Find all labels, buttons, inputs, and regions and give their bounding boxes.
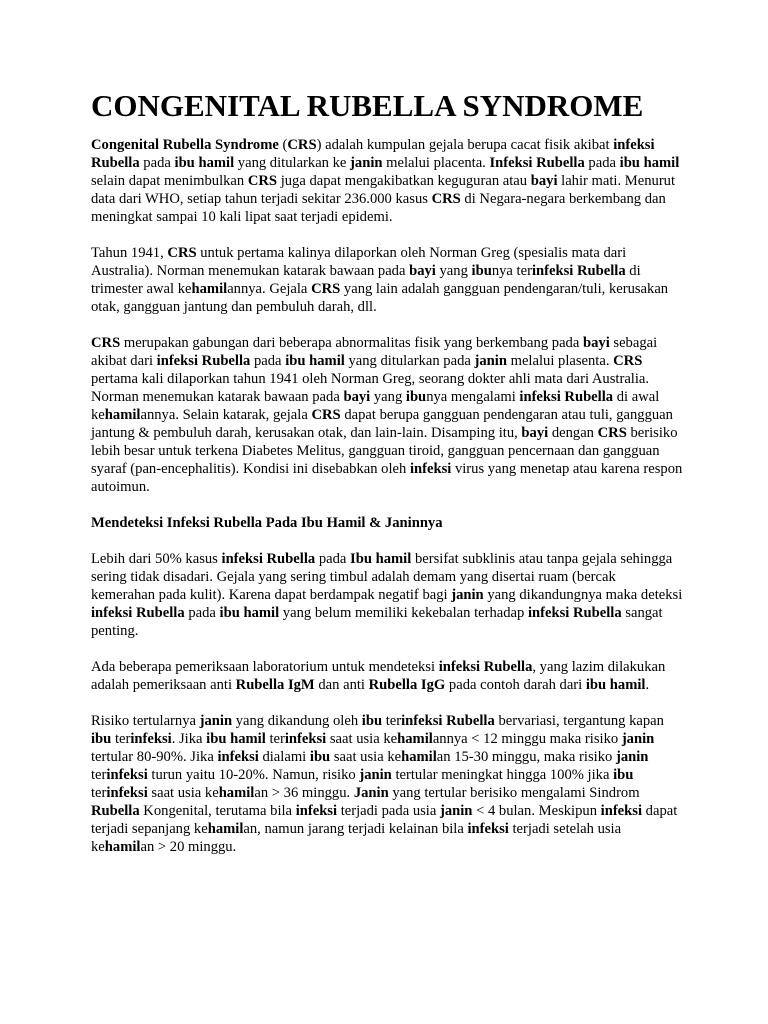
text-run: ter bbox=[91, 785, 107, 801]
bold-term: ibu hamil bbox=[174, 155, 235, 171]
text-run: sangat penting. bbox=[91, 605, 663, 639]
text-run: pada bbox=[250, 353, 286, 369]
bold-term: Janin bbox=[353, 785, 389, 801]
bold-term: janin bbox=[615, 749, 649, 765]
bold-term: ibu bbox=[405, 389, 427, 405]
bold-term: infeksi Rubella bbox=[527, 605, 622, 621]
text-run: sebagai akibat dari bbox=[91, 335, 658, 369]
paragraph-detection bbox=[91, 550, 683, 640]
bold-term: janin bbox=[451, 587, 484, 603]
text-run: pertama kali dilaporkan tahun 1941 oleh Norman Greg, seorang dokter ahli mata dari Australia. Norman menemukan katarak bawaan pada bbox=[91, 371, 650, 405]
text-run: Tahun 1941, bbox=[91, 245, 168, 261]
bold-term: janin bbox=[621, 731, 655, 747]
text-run: an 15-30 minggu, maka risiko bbox=[436, 749, 616, 765]
bold-term: ibu hamil bbox=[619, 155, 680, 171]
paragraph-lab-tests bbox=[91, 658, 683, 694]
text-run: pada bbox=[315, 551, 351, 567]
document-title: CONGENITAL RUBELLA SYNDROME bbox=[91, 88, 644, 123]
text-run: pada contoh darah dari bbox=[445, 677, 586, 693]
bold-term: bayi bbox=[582, 335, 610, 351]
bold-term: infeksi bbox=[217, 749, 259, 765]
bold-term: CRS bbox=[167, 245, 197, 261]
bold-term: infeksi Rubella bbox=[438, 659, 533, 675]
text-run: selain dapat menimbulkan bbox=[91, 173, 248, 189]
bold-term: bayi bbox=[343, 389, 371, 405]
text-run: melalui plasenta. bbox=[506, 353, 614, 369]
text-run: terjadi pada usia bbox=[337, 803, 440, 819]
bold-term: CRS bbox=[613, 353, 643, 369]
bold-term: infeksi bbox=[106, 785, 148, 801]
text-run: nya mengalami bbox=[426, 389, 520, 405]
bold-term: infeksi Rubella bbox=[91, 605, 185, 621]
text-run: Ada beberapa pemeriksaan laboratorium untuk mendeteksi bbox=[91, 659, 439, 675]
bold-term: janin bbox=[350, 155, 383, 171]
text-run: virus yang menetap atau karena respon autoimun. bbox=[91, 461, 683, 495]
text-run: . bbox=[645, 677, 650, 693]
text-run: yang dikandungnya maka deteksi bbox=[483, 587, 683, 603]
bold-term: CRS bbox=[311, 407, 341, 423]
text-run: Kongenital, terutama bila bbox=[139, 803, 296, 819]
text-run: dengan bbox=[548, 425, 598, 441]
bold-term: infeksi Rubella bbox=[221, 551, 316, 567]
text-run: ter bbox=[91, 767, 107, 783]
bold-term: hamil bbox=[397, 731, 433, 747]
text-run: , yang lazim dilakukan adalah pemeriksaan anti bbox=[91, 659, 666, 693]
text-run: terjadi setelah usia ke bbox=[91, 821, 622, 855]
bold-term: CRS bbox=[431, 191, 461, 207]
bold-term: hamil bbox=[401, 749, 437, 765]
text-run: pada bbox=[139, 155, 175, 171]
bold-term: bayi bbox=[409, 263, 436, 279]
text-run: yang bbox=[435, 263, 472, 279]
text-run: annya. Selain katarak, gejala bbox=[140, 407, 312, 423]
bold-term: ibu hamil bbox=[219, 605, 280, 621]
paragraph-risk bbox=[91, 712, 683, 856]
bold-term: ibu bbox=[613, 767, 634, 783]
text-run: pada bbox=[584, 155, 620, 171]
bold-term: ibu bbox=[91, 731, 112, 747]
bold-term: bayi bbox=[530, 173, 558, 189]
bold-term: bayi bbox=[521, 425, 549, 441]
text-run: dan anti bbox=[314, 677, 369, 693]
paragraph-symptoms bbox=[91, 334, 683, 496]
bold-term: infeksi bbox=[295, 803, 338, 819]
text-run: an > 36 minggu. bbox=[254, 785, 354, 801]
text-run: ter bbox=[382, 713, 402, 729]
bold-term: ibu hamil bbox=[585, 677, 646, 693]
bold-term: infeksi Rubella bbox=[91, 137, 655, 171]
bold-term: ibu hamil bbox=[285, 353, 345, 369]
text-run: ) adalah kumpulan gejala berupa cacat fisik akibat bbox=[316, 137, 614, 153]
bold-term: ibu bbox=[471, 263, 492, 279]
text-run: saat usia ke bbox=[330, 749, 402, 765]
text-run: ter bbox=[265, 731, 285, 747]
text-run: Risiko tertularnya bbox=[91, 713, 200, 729]
text-run: annya. Gejala bbox=[227, 281, 312, 297]
bold-term: Ibu hamil bbox=[350, 551, 412, 567]
text-run: dapat berupa gangguan pendengaran atau tuli, gangguan jantung & pembuluh darah, kerusakan otak, dan lain-lain. Disamping itu, bbox=[91, 407, 673, 441]
section-heading: Mendeteksi Infeksi Rubella Pada Ibu Hamil & Janinnya bbox=[91, 515, 443, 531]
bold-term: infeksi Rubella bbox=[401, 713, 495, 729]
bold-term: janin bbox=[359, 767, 392, 783]
bold-term: janin bbox=[474, 353, 507, 369]
text-run: berisiko lebih besar untuk terkena Diabetes Melitus, gangguan tiroid, gangguan pencernaan dan gangguan syaraf (pan-encephalitis). Kondisi ini disebabkan oleh bbox=[91, 425, 678, 477]
bold-term: infeksi bbox=[467, 821, 509, 837]
text-run: turun yaitu 10-20%. Namun, risiko bbox=[147, 767, 360, 783]
bold-term: infeksi bbox=[130, 731, 172, 747]
text-run: yang dikandung oleh bbox=[232, 713, 362, 729]
text-run: bervariasi, tergantung kapan bbox=[494, 713, 664, 729]
text-run: . Jika bbox=[171, 731, 207, 747]
bold-term: CRS bbox=[311, 281, 341, 297]
text-run: Lebih dari 50% kasus bbox=[91, 551, 222, 567]
text-run: ter bbox=[111, 731, 131, 747]
bold-term: janin bbox=[199, 713, 233, 729]
bold-term: infeksi bbox=[600, 803, 643, 819]
bold-term: infeksi Rubella bbox=[519, 389, 614, 405]
text-run: yang tertular berisiko mengalami Sindrom bbox=[388, 785, 640, 801]
text-run: yang ditularkan ke bbox=[234, 155, 351, 171]
text-run: an, namun jarang terjadi kelainan bila bbox=[243, 821, 468, 837]
text-run: di Negara-negara berkembang dan meningkat sampai 10 kali lipat saat terjadi epidemi. bbox=[91, 191, 666, 225]
bold-term: CRS bbox=[247, 173, 278, 189]
bold-term: infeksi Rubella bbox=[156, 353, 251, 369]
text-run: yang bbox=[370, 389, 406, 405]
text-run: tertular meningkat hingga 100% jika bbox=[391, 767, 614, 783]
text-run: juga dapat mengakibatkan keguguran atau bbox=[277, 173, 531, 189]
text-run: merupakan gabungan dari beberapa abnormalitas fisik yang berkembang pada bbox=[120, 335, 583, 351]
bold-term: infeksi Rubella bbox=[531, 263, 626, 279]
text-run: dialami bbox=[258, 749, 310, 765]
bold-term: ibu bbox=[361, 713, 383, 729]
text-run: bersifat subklinis atau tanpa gejala sehingga sering tidak disadari. Gejala yang sering timbul adalah demam yang disertai ruam (bercak kemerahan pada kulit). Karena dapat berdampak negatif bagi bbox=[91, 551, 673, 603]
bold-term: hamil bbox=[207, 821, 244, 837]
bold-term: hamil bbox=[218, 785, 255, 801]
bold-term: Rubella bbox=[91, 803, 140, 819]
text-run: di awal ke bbox=[91, 389, 660, 423]
bold-term: Infeksi Rubella bbox=[489, 155, 585, 171]
bold-term: infeksi bbox=[106, 767, 148, 783]
bold-term: hamil bbox=[104, 839, 141, 855]
text-run: tertular 80-90%. Jika bbox=[91, 749, 218, 765]
text-run: untuk pertama kalinya dilaporkan oleh Norman Greg (spesialis mata dari Australia). Norman menemukan katarak bawaan pada bbox=[91, 245, 627, 279]
bold-term: CRS bbox=[287, 137, 317, 153]
paragraph-history bbox=[91, 244, 683, 316]
text-run: an > 20 minggu. bbox=[140, 839, 237, 855]
text-run: dapat terjadi sepanjang ke bbox=[91, 803, 678, 837]
text-run: nya ter bbox=[491, 263, 532, 279]
bold-term: janin bbox=[439, 803, 473, 819]
bold-term: ibu hamil bbox=[206, 731, 266, 747]
text-run: annya < 12 minggu maka risiko bbox=[432, 731, 622, 747]
text-run: saat usia ke bbox=[326, 731, 398, 747]
text-run: yang belum memiliki kekebalan terhadap bbox=[279, 605, 528, 621]
bold-term: infeksi bbox=[409, 461, 452, 477]
text-run: saat usia ke bbox=[147, 785, 219, 801]
text-run: ( bbox=[278, 137, 288, 153]
text-run: yang ditularkan pada bbox=[344, 353, 475, 369]
bold-term: ibu bbox=[309, 749, 331, 765]
bold-term: Rubella IgG bbox=[368, 677, 446, 693]
bold-term: hamil bbox=[191, 281, 228, 297]
text-run: lahir mati. Menurut data dari WHO, setiap tahun terjadi sekitar 236.000 kasus bbox=[91, 173, 676, 207]
bold-term: Rubella IgM bbox=[235, 677, 315, 693]
text-run: melalui placenta. bbox=[382, 155, 490, 171]
bold-term: Congenital Rubella Syndrome bbox=[91, 137, 279, 153]
bold-term: CRS bbox=[597, 425, 627, 441]
document-page bbox=[91, 88, 683, 874]
text-run: < 4 bulan. Meskipun bbox=[472, 803, 601, 819]
paragraph-definition bbox=[91, 136, 683, 226]
text-run: di trimester awal ke bbox=[91, 263, 641, 297]
text-run: yang lain adalah gangguan pendengaran/tuli, kerusakan otak, gangguan jantung dan pembuluh darah, dll. bbox=[91, 281, 669, 315]
bold-term: infeksi bbox=[284, 731, 327, 747]
bold-term: CRS bbox=[91, 335, 121, 351]
text-run: pada bbox=[184, 605, 220, 621]
bold-term: hamil bbox=[104, 407, 141, 423]
